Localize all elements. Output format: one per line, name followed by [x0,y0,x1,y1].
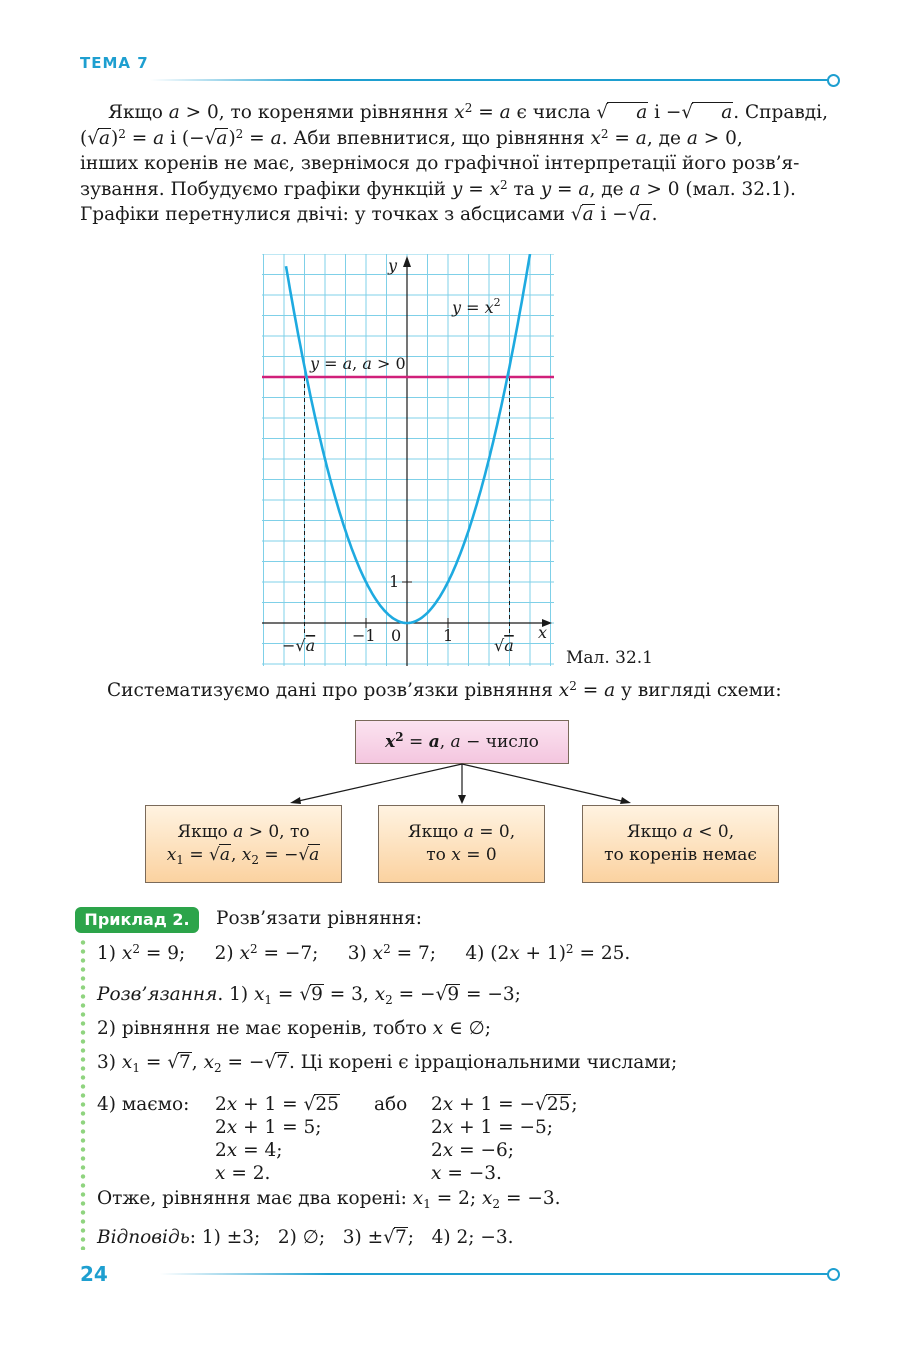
intro-paragraph [80,100,850,228]
or-word: або [374,1094,408,1115]
solution-column-a [215,1093,340,1185]
example-equations: 1) $x^2 = 9$; 2) $x^2 = -7$; 3) $x^2 = 7$; 4) $(2x + 1)^2 = 25$. [97,942,631,964]
y-axis-label: y [388,256,398,275]
solution-step-1: Розв’язання. 1) $x_1 = √9 = 3$, $x_2 = -√9 = -3$; [97,984,521,1007]
header-rule [150,79,834,81]
solution-conclusion: Отже, рівняння має два корені: $x_1 = 2$; $x_2 = -3$. [97,1188,561,1211]
col-a-line-1: 2x + 1 = √25 [215,1094,339,1115]
solution-step-2: 2) рівняння не має коренів, тобто x ∈ ∅; [97,1018,492,1039]
curve-label: $y = x^2$ [452,296,501,317]
col-a-line-2: 2x + 1 = 5; [215,1117,322,1138]
case-positive-box: Якщо a > 0, то $x_1 = √a$, $x_2 = -√a$ [145,805,342,883]
figure-caption: Мал. 32.1 [566,648,654,668]
col-a-line-3: 2x = 4; [215,1140,283,1161]
col-b-line-4: x = −3. [431,1163,502,1184]
scheme-top-box: $x^2 = a$, a − число [355,720,569,764]
topic-label: ТЕМА 7 [80,54,149,72]
case-negative-box: Якщо a < 0, то коренів немає [582,805,779,883]
tick-label-m1: −1 [352,626,376,645]
intro-line-1: Якщо a > 0, то коренями рівняння $x^2 = a$ є числа √ a і −√ a. Справді, [108,101,828,123]
page-number: 24 [80,1262,108,1286]
line-label: y = a, a > 0 [310,354,406,373]
tick-label-1: 1 [443,626,454,645]
solution-column-b [431,1093,578,1185]
x-axis-label: x [538,623,548,642]
footer-rule [160,1273,834,1275]
scheme-intro: Систематизуємо дані про розв’язки рівняння $x^2 = a$ у вигляді схеми: [107,679,782,701]
intro-line-2: $(√a)^2 = a$ і $(-√a)^2 = a$. Аби впевнитися, що рівняння $x^2 = a$, де a > 0, [80,126,743,149]
dotted-margin [80,938,86,1250]
rule-end-icon [827,1268,840,1281]
col-b-line-3: 2x = −6; [431,1140,514,1161]
intro-line-3: інших коренів не має, звернімося до графічної інтерпретації його розв’я- [80,153,800,174]
example-task: Розв’язати рівняння: [216,908,422,929]
col-a-line-4: x = 2. [215,1163,271,1184]
col-b-line-1: 2x + 1 = −√25; [431,1094,578,1115]
parabola-graph [262,254,554,666]
rule-end-icon [827,74,840,87]
example-badge: Приклад 2. [75,907,199,933]
tick-label-y1: 1 [389,572,400,591]
tick-label-neg-sqrt-a: −√a [282,636,316,655]
intro-line-4: зування. Побудуємо графіки функцій $y = x^2$ та y = a, де a > 0 (мал. 32.1). [80,177,796,200]
solution-step-4-label: 4) маємо: [97,1094,190,1115]
solution-step-3: 3) $x_1 = √7$, $x_2 = -√7$. Ці корені є ірраціональними числами; [97,1052,678,1075]
tick-label-sqrt-a: √a [494,636,514,655]
intro-line-5: Графіки перетнулися двічі: у точках з абсцисами √a і −√a. [80,204,658,225]
tick-label-0: 0 [391,626,402,645]
y-axis-arrow [403,256,411,267]
case-zero-box: Якщо a = 0, то x = 0 [378,805,545,883]
col-b-line-2: 2x + 1 = −5; [431,1117,554,1138]
grid [262,254,554,666]
scheme-arrows [280,760,650,810]
answer-line: Відповідь: 1) ±3; 2) ∅; 3) ±√7; 4) 2; −3. [97,1227,514,1248]
